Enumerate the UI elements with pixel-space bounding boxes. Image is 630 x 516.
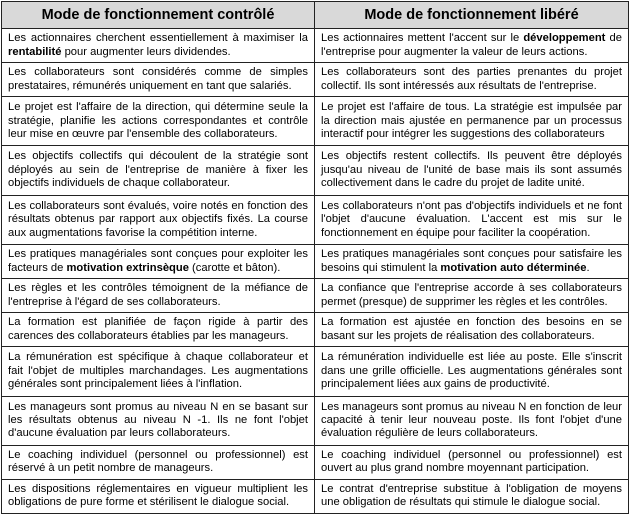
- cell-text: (carotte et bâton).: [188, 261, 281, 274]
- header-controlled: Mode de fonctionnement contrôlé: [2, 2, 315, 29]
- cell-controlled: [2, 63, 315, 97]
- table-row: [2, 396, 629, 445]
- cell-controlled: [2, 146, 315, 195]
- header-liberated: Mode de fonctionnement libéré: [315, 2, 629, 29]
- table-row: [2, 63, 629, 97]
- cell-text: Le contrat d'entreprise substitue à l'obligation de moyens une obligation de résultats qui stimule le dialogue social.: [321, 483, 622, 509]
- cell-liberated: [315, 279, 629, 313]
- cell-liberated: [315, 445, 629, 479]
- cell-text: .: [586, 261, 590, 274]
- cell-text: Le coaching individuel (personnel ou professionnel) est ouvert au plus grand nombre moyennant participation.: [321, 448, 622, 475]
- table-row: [2, 347, 629, 396]
- cell-text: Les pratiques managériales sont conçues pour exploiter les facteurs de: [8, 248, 308, 274]
- cell-text: Le coaching individuel (personnel ou professionnel) est réservé à un petit nombre de manageurs.: [8, 448, 308, 475]
- cell-controlled: [2, 245, 315, 279]
- cell-liberated: [315, 245, 629, 279]
- emphasis-text: rentabilité: [8, 45, 62, 58]
- cell-controlled: [2, 479, 315, 513]
- table-row: [2, 479, 629, 513]
- cell-text: de l'entreprise pour augmenter la valeur de leurs actions.: [321, 32, 622, 58]
- comparison-table: [1, 1, 629, 514]
- cell-text: La confiance que l'entreprise accorde à ses collaborateurs permet (presque) de supprimer les règles et les contrôles.: [321, 282, 622, 308]
- table-row: [2, 313, 629, 347]
- cell-liberated: [315, 97, 629, 146]
- table-row: [2, 279, 629, 313]
- cell-text: La formation est ajustée en fonction des besoins en se basant sur les projets de réalisation des collaborateurs.: [321, 316, 622, 342]
- table-row: [2, 29, 629, 63]
- table-row: [2, 97, 629, 146]
- cell-liberated: [315, 195, 629, 244]
- cell-controlled: [2, 195, 315, 244]
- cell-text: Les règles et les contrôles témoignent de la méfiance de l'entreprise à l'égard de ses collaborateurs.: [8, 282, 308, 308]
- cell-controlled: [2, 97, 315, 146]
- table-body: [2, 29, 629, 514]
- cell-controlled: [2, 445, 315, 479]
- cell-liberated: [315, 479, 629, 513]
- table-row: [2, 245, 629, 279]
- cell-text: Les actionnaires mettent l'accent sur le: [321, 32, 524, 45]
- cell-text: La rémunération individuelle est liée au poste. Elle s'inscrit dans une grille officielle. Les augmentations générales sont principalement liées aux gains de productivité.: [321, 351, 622, 391]
- cell-liberated: [315, 347, 629, 396]
- cell-liberated: [315, 146, 629, 195]
- cell-liberated: [315, 396, 629, 445]
- cell-text: Les manageurs sont promus au niveau N en se basant sur les résultats obtenus au niveau N -1. Ils ne font l'objet d'aucune évaluation par leurs collaborateurs.: [8, 400, 308, 440]
- cell-controlled: [2, 29, 315, 63]
- cell-controlled: [2, 396, 315, 445]
- cell-text: La rémunération est spécifique à chaque collaborateur et fait l'objet de multiples marchandages. Les augmentations générales sont principalement liées à l'inflation.: [8, 351, 308, 391]
- cell-text: Les actionnaires cherchent essentiellement à maximiser la: [8, 32, 308, 45]
- emphasis-text: motivation auto déterminée: [440, 261, 587, 274]
- cell-controlled: [2, 347, 315, 396]
- cell-text: Les collaborateurs sont considérés comme de simples prestataires, rémunérés uniquement en tant que salariés.: [8, 66, 308, 92]
- table-row: [2, 195, 629, 244]
- cell-text: Les objectifs collectifs qui découlent de la stratégie sont déployés au sein de l'entreprise de manière à fixer les objectifs individuels de chaque collaborateur.: [8, 150, 308, 190]
- table-row: [2, 146, 629, 195]
- cell-text: Les objectifs restent collectifs. Ils peuvent être déployés jusqu'au niveau de l'unité de base mais ils sont assumés collectivement dans le cadre du projet de ladite unité.: [321, 150, 622, 190]
- cell-liberated: [315, 63, 629, 97]
- table-row: [2, 445, 629, 479]
- cell-text: pour augmenter leurs dividendes.: [61, 45, 231, 58]
- cell-liberated: [315, 313, 629, 347]
- cell-text: Les manageurs sont promus au niveau N en fonction de leur capacité à tenir leur nouveau poste. Ils font l'objet d'une évaluation régulière de leurs collaborateurs.: [321, 400, 622, 440]
- cell-text: Les collaborateurs n'ont pas d'objectifs individuels et ne font l'objet d'aucune évaluation. L'accent est mis sur le fonctionnement en équipe pour faciliter la coopération.: [321, 199, 622, 239]
- cell-text: La formation est planifiée de façon rigide à partir des carences des collaborateurs établies par les manageurs.: [8, 316, 308, 342]
- header-row: [2, 2, 629, 29]
- cell-liberated: [315, 29, 629, 63]
- emphasis-text: développement: [523, 32, 606, 45]
- cell-text: Les collaborateurs sont des parties prenantes du projet collectif. Ils sont intéressés aux résultats de l'entreprise.: [321, 66, 622, 92]
- cell-controlled: [2, 313, 315, 347]
- cell-controlled: [2, 279, 315, 313]
- cell-text: Le projet est l'affaire de la direction, qui détermine seule la stratégie, planifie les actions correspondantes et contrôle leur mise en œuvre par l'ensemble des collaborateurs.: [8, 101, 308, 140]
- cell-text: Les collaborateurs sont évalués, voire notés en fonction des résultats obtenus par rapport aux objectifs fixés. La course aux augmentations favorise la compétition interne.: [8, 199, 308, 239]
- cell-text: Les dispositions réglementaires en vigueur multiplient les obligations de pure forme et stérilisent le dialogue social.: [8, 483, 308, 509]
- cell-text: Le projet est l'affaire de tous. La stratégie est impulsée par la direction mais ajustée en permanence par un processus interactif pour intégrer les suggestions des collaborateurs: [321, 101, 622, 140]
- cell-text: Les pratiques managériales sont conçues pour satisfaire les besoins qui stimulent la: [321, 248, 622, 274]
- emphasis-text: motivation extrinsèque: [66, 261, 189, 274]
